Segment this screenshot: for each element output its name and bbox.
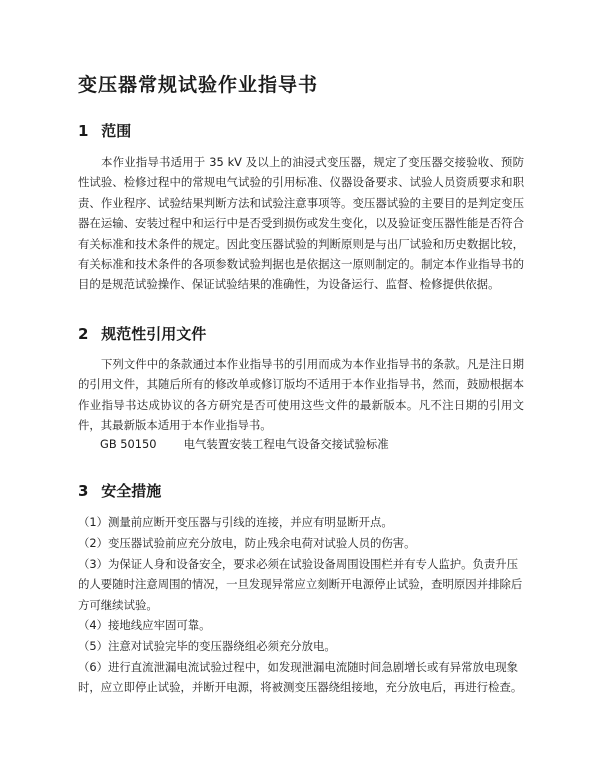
list-item xyxy=(78,657,524,698)
item-text: 测量前应断开变压器与引线的连接，并应有明显断开点。 xyxy=(108,515,393,529)
reference-entry xyxy=(100,436,389,452)
item-text: 注意对试验完毕的变压器绕组必须充分放电。 xyxy=(108,639,336,653)
item-number: （2） xyxy=(78,536,109,550)
section-2-heading xyxy=(78,323,206,344)
section-3-heading xyxy=(78,480,161,501)
item-number: （4） xyxy=(78,618,109,632)
section-number: 3 xyxy=(78,482,89,500)
item-text: 进行直流泄漏电流试验过程中，如发现泄漏电流随时间急剧增长或有异常放电现象时，应立即停止试验，并断开电源，将被测变压器绕组接地，充分放电后，再进行检查。 xyxy=(78,660,523,695)
item-number: （1） xyxy=(78,515,109,529)
item-number: （5） xyxy=(78,639,109,653)
section-title: 范围 xyxy=(101,122,132,140)
section-2-paragraph: 下列文件中的条款通过本作业指导书的引用而成为本作业指导书的条款。凡是注日期的引用文件，其随后所有的修改单或修订版均不适用于本作业指导书，然而，鼓励根据本作业指导书达成协议的各方研究是否可使用这些文件的最新版本。凡不注日期的引用文件，其最新版本适用于本作业指导书。 xyxy=(78,357,524,433)
section-title: 安全措施 xyxy=(101,482,162,500)
section-number: 1 xyxy=(78,122,89,140)
reference-name: 电气装置安装工程电气设备交接试验标准 xyxy=(183,437,389,451)
list-item xyxy=(78,554,524,615)
list-item xyxy=(78,512,524,532)
document-title: 变压器常规试验作业指导书 xyxy=(78,74,319,96)
item-number: （3） xyxy=(78,557,109,571)
section-1-paragraph: 本作业指导书适用于 35 kV 及以上的油浸式变压器，规定了变压器交接验收、预防性试验、检修过程中的常规电气试验的引用标准、仪器设备要求、试验人员资质要求和职责、作业程序、试验结果判断方法和试验注意事项等。变压器试验的主要目的是判定变压器在运输、安装过程中和运行中是否受到损伤或发生变化，以及验证变压器性能是否符合有关标准和技术条件的规定。因此变压器试验的判断原则是与出厂试验和历史数据比较，有关标准和技术条件的各项参数试验判据也是依据这一原则制定的。制定本作业指导书的目的是规范试验操作、保证试验结果的准确性，为设备运行、监督、检修提供依据。 xyxy=(78,155,524,292)
list-item xyxy=(78,636,524,656)
section-number: 2 xyxy=(78,325,89,343)
item-text: 变压器试验前应充分放电，防止残余电荷对试验人员的伤害。 xyxy=(108,536,416,550)
list-item xyxy=(78,533,524,553)
item-text: 接地线应牢固可靠。 xyxy=(108,618,211,632)
reference-code: GB 50150 xyxy=(100,437,157,451)
item-text: 为保证人身和设备安全，要求必须在试验设备周围设围栏并有专人监护。负责升压的人要随时注意周围的情况，一旦发现异常应立刻断开电源停止试验，查明原因并排除后方可继续试验。 xyxy=(78,557,523,612)
list-item xyxy=(78,615,524,635)
section-1-heading xyxy=(78,120,131,141)
item-number: （6） xyxy=(78,660,109,674)
section-title: 规范性引用文件 xyxy=(101,325,207,343)
